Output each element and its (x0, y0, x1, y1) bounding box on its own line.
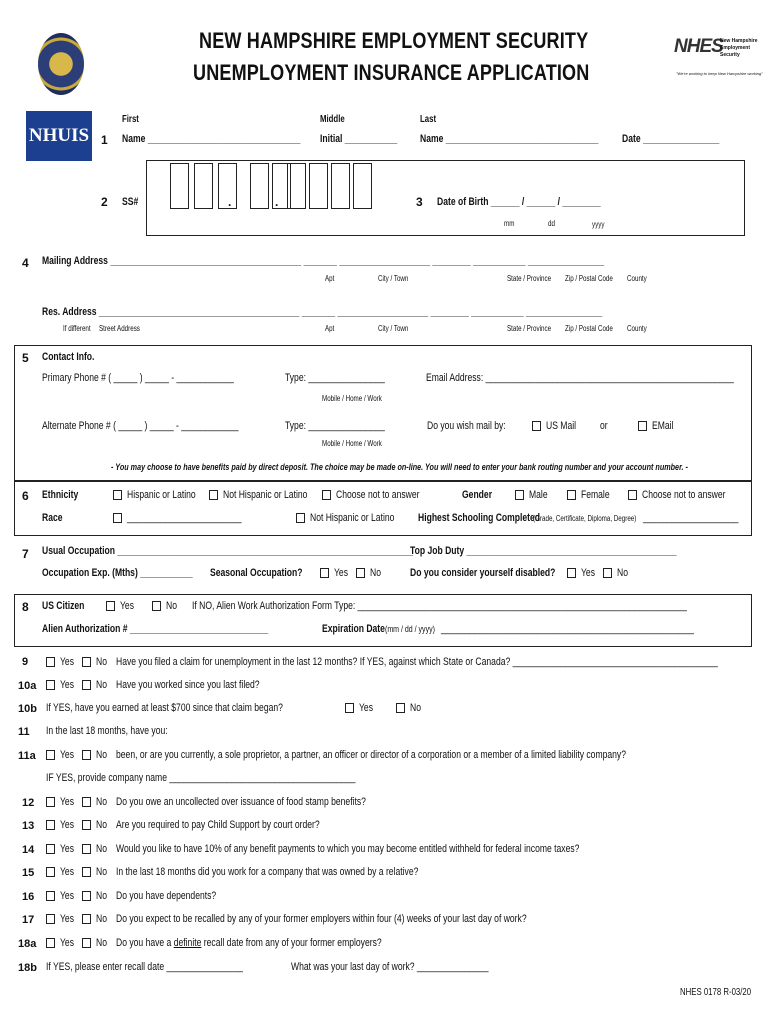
schooling-field[interactable]: ____________________ (643, 512, 739, 524)
q12-number: 12 (22, 797, 35, 809)
q16-yes-checkbox[interactable] (46, 891, 55, 901)
q12-yes-checkbox[interactable] (46, 797, 55, 807)
state-seal (38, 33, 84, 95)
q14-no-checkbox[interactable] (82, 844, 91, 854)
us-citizen-label: US Citizen (42, 600, 85, 612)
dob-yyyy-hint: yyyy (592, 220, 605, 229)
q18a-no-option[interactable]: No (82, 937, 110, 949)
alien-form-type-field[interactable]: If NO, Alien Work Authorization Form Type: _____________________________________________________________________ (192, 600, 687, 612)
hispanic-checkbox[interactable] (113, 490, 122, 500)
seasonal-label: Seasonal Occupation? (210, 567, 303, 579)
email-checkbox[interactable] (638, 421, 647, 431)
q15-number: 15 (22, 867, 35, 879)
q10a-no-option[interactable]: No (82, 679, 110, 691)
q6-number: 6 (22, 489, 29, 503)
q7-number: 7 (22, 547, 29, 561)
q13-text: Are you required to pay Child Support by court order? (116, 819, 320, 831)
q11-text: In the last 18 months, have you: (46, 725, 168, 737)
alien-authorization-field[interactable]: Alien Authorization # _____________________________ (42, 623, 269, 635)
form-title-line1: NEW HAMPSHIRE EMPLOYMENT SECURITY (199, 28, 589, 53)
expiration-date-label: Expiration Date (322, 623, 385, 635)
q11a-yes-option[interactable]: Yes (46, 749, 78, 761)
or-text: or (600, 420, 608, 432)
q15-yes-option[interactable]: Yes (46, 866, 78, 878)
q15-no-checkbox[interactable] (82, 867, 91, 877)
q12-text: Do you owe an uncollected over issuance of food stamp benefits? (116, 796, 366, 808)
q12-yes-option[interactable]: Yes (46, 796, 78, 808)
q10b-yes-checkbox[interactable] (345, 703, 354, 713)
date-field[interactable]: Date ________________ (622, 133, 720, 145)
race-option[interactable] (113, 512, 274, 524)
form-number-footer: NHES 0178 R-03/20 (680, 987, 752, 998)
q10a-text: Have you worked since you last filed? (116, 679, 260, 691)
city-hint-2: City / Town (378, 324, 409, 333)
q15-yes-checkbox[interactable] (46, 867, 55, 877)
res-address-field[interactable]: Res. Address __________________________________________ _______ ___________________ ________ ___________ ________________ (42, 306, 603, 318)
usual-occupation-field[interactable]: Usual Occupation ______________________________________________________________ (42, 545, 414, 557)
state-hint: State / Province (507, 274, 552, 283)
q14-text: Would you like to have 10% of any benefit payments to which you may become entitled withheld for federal income taxes? (116, 843, 580, 855)
disabled-no-checkbox[interactable] (603, 568, 612, 578)
q18b-number: 18b (18, 962, 37, 974)
primary-type-field[interactable]: Type: ________________ (285, 372, 385, 384)
male-option[interactable]: Male (515, 489, 553, 501)
q9-no-option[interactable]: No (82, 656, 110, 668)
ssn-digit-9[interactable] (353, 163, 372, 209)
county-hint-2: County (627, 324, 647, 333)
occupation-exp-field[interactable]: Occupation Exp. (Mths) ___________ (42, 567, 193, 579)
first-name-field[interactable]: Name ________________________________ (122, 133, 301, 145)
middle-initial-field[interactable]: Initial ___________ (320, 133, 398, 145)
apt-hint: Apt (325, 274, 335, 283)
q16-no-option[interactable]: No (82, 890, 110, 902)
q17-yes-checkbox[interactable] (46, 914, 55, 924)
q10b-no-checkbox[interactable] (396, 703, 405, 713)
ssn-label: SS# (122, 196, 139, 208)
seasonal-no-checkbox[interactable] (356, 568, 365, 578)
zip-hint-2: Zip / Postal Code (565, 324, 613, 333)
q10a-yes-option[interactable]: Yes (46, 679, 78, 691)
q18a-number: 18a (18, 938, 37, 950)
q11a-number: 11a (18, 750, 36, 762)
q9-yes-checkbox[interactable] (46, 657, 55, 667)
primary-phone-field[interactable]: Primary Phone # ( _____ ) _____ - ____________ (42, 372, 234, 384)
q16-text: Do you have dependents? (116, 890, 217, 902)
if-different-hint: If different (63, 324, 91, 333)
mailing-address-field[interactable]: Mailing Address ________________________________________ _______ ___________________ ________ ___________ ________________ (42, 255, 605, 267)
q14-yes-checkbox[interactable] (46, 844, 55, 854)
expiration-format-hint: (mm / dd / yyyy) (385, 624, 435, 634)
alternate-type-field[interactable]: Type: ________________ (285, 420, 385, 432)
first-name-top: First (122, 114, 139, 125)
q3-number: 3 (416, 195, 423, 209)
recall-date-field[interactable]: If YES, please enter recall date ________________ (46, 961, 243, 973)
q11-number: 11 (18, 726, 30, 738)
q14-yes-option[interactable]: Yes (46, 843, 78, 855)
q17-no-option[interactable]: No (82, 913, 110, 925)
q17-yes-option[interactable]: Yes (46, 913, 78, 925)
ssn-digit-2[interactable] (194, 163, 213, 209)
q9-no-checkbox[interactable] (82, 657, 91, 667)
ssn-digit-6[interactable] (287, 163, 306, 209)
county-hint: County (627, 274, 647, 283)
q10b-yes-option[interactable]: Yes (345, 702, 377, 714)
gender-decline-checkbox[interactable] (628, 490, 637, 500)
last-name-top: Last (420, 114, 437, 125)
q17-number: 17 (22, 914, 35, 926)
direct-deposit-note: - You may choose to have benefits paid by direct deposit. The choice may be made on-line. You will need to enter your bank routing number and your account number. - (111, 462, 688, 473)
q16-number: 16 (22, 891, 35, 903)
ssn-dot-1: . (228, 195, 232, 209)
q10b-text: If YES, have you earned at least $700 since that claim began? (46, 702, 283, 714)
not-hispanic-option-2[interactable]: Not Hispanic or Latino (296, 512, 418, 524)
q9-number: 9 (22, 656, 29, 668)
us-mail-checkbox[interactable] (532, 421, 541, 431)
ethnicity-decline-option[interactable]: Choose not to answer (322, 489, 443, 501)
last-name-field[interactable]: Name ________________________________ (420, 133, 599, 145)
q15-no-option[interactable]: No (82, 866, 110, 878)
q18a-yes-option[interactable]: Yes (46, 937, 78, 949)
ssn-digit-4[interactable] (250, 163, 269, 209)
q4-number: 4 (22, 256, 29, 270)
q18a-text: Do you have a definite recall date from any of your former employers? (116, 937, 382, 949)
q9-text: Have you filed a claim for unemployment in the last 12 months? If YES, against which State or Canada? ___________________________________________ (116, 656, 718, 668)
state-hint-2: State / Province (507, 324, 552, 333)
q8-number: 8 (22, 600, 29, 614)
q12-no-checkbox[interactable] (82, 797, 91, 807)
phone-type-hint-1: Mobile / Home / Work (322, 394, 382, 403)
not-hispanic-option[interactable]: Not Hispanic or Latino (209, 489, 331, 501)
apt-hint-2: Apt (325, 324, 335, 333)
expiration-date-field[interactable]: _____________________________________________________ (441, 623, 694, 635)
middle-initial-top: Middle (320, 114, 345, 125)
ethnicity-decline-checkbox[interactable] (322, 490, 331, 500)
citizen-no-checkbox[interactable] (152, 601, 161, 611)
disabled-yes-option[interactable]: Yes (567, 567, 599, 579)
q13-number: 13 (22, 820, 35, 832)
citizen-yes-checkbox[interactable] (106, 601, 115, 611)
citizen-yes-option[interactable]: Yes (106, 600, 138, 612)
q13-yes-option[interactable]: Yes (46, 819, 78, 831)
q13-no-option[interactable]: No (82, 819, 110, 831)
q18a-yes-checkbox[interactable] (46, 938, 55, 948)
q10a-no-checkbox[interactable] (82, 680, 91, 690)
mail-preference-label: Do you wish mail by: (427, 420, 506, 432)
company-name-field[interactable]: IF YES, provide company name _______________________________________ (46, 772, 356, 784)
q1-number: 1 (101, 133, 108, 147)
dob-dd-hint: dd (548, 219, 555, 228)
ssn-digit-8[interactable] (331, 163, 350, 209)
street-hint: Street Address (99, 324, 140, 333)
contact-info-label: Contact Info. (42, 351, 95, 363)
not-hispanic-checkbox-2[interactable] (296, 513, 305, 523)
us-mail-option[interactable]: US Mail (532, 420, 585, 432)
schooling-label: Highest Schooling Completed (418, 512, 541, 524)
phone-type-hint-2: Mobile / Home / Work (322, 439, 382, 448)
seasonal-yes-checkbox[interactable] (320, 568, 329, 578)
not-hispanic-checkbox[interactable] (209, 490, 218, 500)
disabled-yes-checkbox[interactable] (567, 568, 576, 578)
q10b-no-option[interactable]: No (396, 702, 424, 714)
disabled-label: Do you consider yourself disabled? (410, 567, 556, 579)
top-job-duty-field[interactable]: Top Job Duty ____________________________________________ (410, 545, 677, 557)
q12-no-option[interactable]: No (82, 796, 110, 808)
dob-field[interactable]: Date of Birth ______ / ______ / ________ (437, 196, 601, 208)
seasonal-no-option[interactable]: No (356, 567, 384, 579)
female-option[interactable]: Female (567, 489, 618, 501)
ssn-digit-1[interactable] (170, 163, 189, 209)
q14-number: 14 (22, 844, 35, 856)
alternate-phone-field[interactable]: Alternate Phone # ( _____ ) _____ - ____________ (42, 420, 239, 432)
ssn-digit-7[interactable] (309, 163, 328, 209)
q18a-no-checkbox[interactable] (82, 938, 91, 948)
zip-hint: Zip / Postal Code (565, 274, 613, 283)
q15-text: In the last 18 months did you work for a company that was owned by a relative? (116, 866, 419, 878)
race-label: Race (42, 512, 63, 524)
q2-number: 2 (101, 195, 108, 209)
race-field[interactable]: ________________________ (127, 512, 242, 524)
contact-info-box (14, 345, 752, 481)
q10b-number: 10b (18, 703, 37, 715)
city-hint: City / Town (378, 274, 409, 283)
disabled-no-option[interactable]: No (603, 567, 631, 579)
form-title-line2: UNEMPLOYMENT INSURANCE APPLICATION (193, 60, 590, 85)
email-option[interactable]: EMail (638, 420, 680, 432)
dob-mm-hint: mm (504, 219, 515, 228)
q9-yes-option[interactable]: Yes (46, 656, 78, 668)
schooling-hint: (Grade, Certificate, Diploma, Degree) (533, 514, 637, 523)
nhes-logo: NHES New Hampshire Employment Security "We're working to keep New Hampshire working" (674, 36, 763, 76)
q16-no-checkbox[interactable] (82, 891, 91, 901)
male-checkbox[interactable] (515, 490, 524, 500)
gender-decline-option[interactable]: Choose not to answer (628, 489, 749, 501)
q5-number: 5 (22, 351, 29, 365)
q13-yes-checkbox[interactable] (46, 820, 55, 830)
race-checkbox[interactable] (113, 513, 122, 523)
q11a-no-option[interactable]: No (82, 749, 110, 761)
gender-label: Gender (462, 489, 493, 501)
hispanic-option[interactable]: Hispanic or Latino (113, 489, 215, 501)
female-checkbox[interactable] (567, 490, 576, 500)
q11a-text: been, or are you currently, a sole proprietor, a partner, an officer or director of a corporation or a member of a limited liability company? (116, 749, 626, 761)
q17-text: Do you expect to be recalled by any of your former employers within four (4) weeks of your last day of work? (116, 913, 527, 925)
q10a-yes-checkbox[interactable] (46, 680, 55, 690)
q11a-yes-checkbox[interactable] (46, 750, 55, 760)
q14-no-option[interactable]: No (82, 843, 110, 855)
nhuis-badge: NHUIS (26, 111, 92, 161)
q10a-number: 10a (18, 680, 37, 692)
ethnicity-label: Ethnicity (42, 489, 79, 501)
last-day-of-work-field[interactable]: What was your last day of work? _______________ (291, 961, 489, 973)
email-address-field[interactable]: Email Address: ____________________________________________________ (426, 372, 734, 384)
q11a-no-checkbox[interactable] (82, 750, 91, 760)
citizen-no-option[interactable]: No (152, 600, 180, 612)
q17-no-checkbox[interactable] (82, 914, 91, 924)
q16-yes-option[interactable]: Yes (46, 890, 78, 902)
seasonal-yes-option[interactable]: Yes (320, 567, 352, 579)
ssn-dot-2: . (275, 195, 279, 209)
q13-no-checkbox[interactable] (82, 820, 91, 830)
